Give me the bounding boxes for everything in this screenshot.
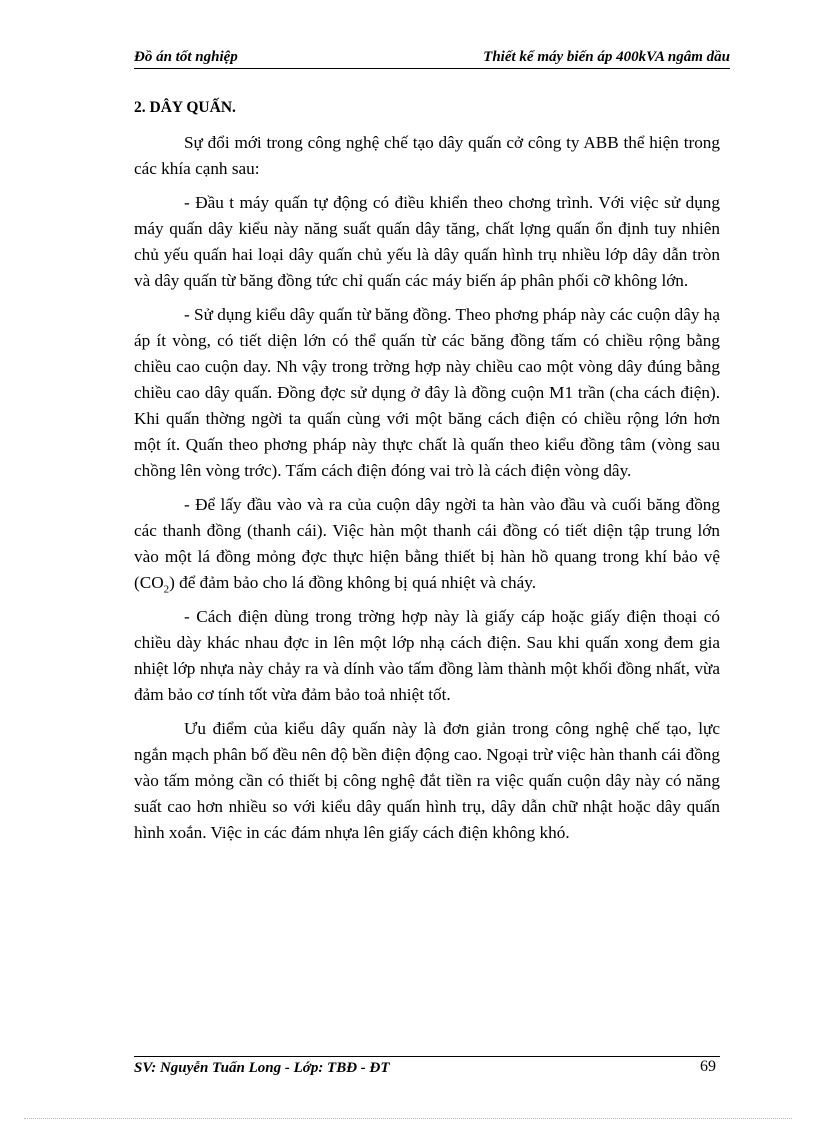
page-header [134,46,730,69]
section-heading: 2. DÂY QUẤN. [134,99,236,116]
paragraph-leads-tail: ) để đảm bảo cho lá đồng không bị quá nhiệt và cháy. [169,573,536,592]
paragraph-copper-strip: - Sử dụng kiểu dây quấn từ băng đồng. Theo phơng pháp này các cuộn dây hạ áp ít vòng, có tiết diện lớn có thể quấn từ các băng đồng tấm có chiều rộng bằng chiều cao cuộn day. Nh vậy trong trờng hợp này chiều cao một vòng dây đúng bằng chiều cao dây quấn. Đồng đợc sử dụng ở đây là đồng cuộn M1 trần (cha cách điện). Khi quấn thờng ngời ta quấn cùng với một băng cách điện có chiều rộng lớn hơn một ít. Quấn theo phơng pháp này thực chất là quấn theo kiểu đồng tâm (vòng sau chồng lên vòng trớc). Tấm cách điện đóng vai trò là cách điện vòng dây. [134,305,720,480]
paragraph-insulation: - Cách điện dùng trong trờng hợp này là giấy cáp hoặc giấy điện thoại có chiều dày khác nhau đợc in lên một lớp nhạ cách điện. Sau khi quấn xong đem gia nhiệt lớp nhựa này chảy ra và dính vào tấm đồng làm thành một khối đồng nhất, vừa đảm bảo cơ tính tốt vừa đảm bảo toả nhiệt tốt. [134,607,720,704]
paragraph-advantages: Ưu điểm của kiểu dây quấn này là đơn giản trong công nghệ chế tạo, lực ngắn mạch phân bố đều nên độ bền điện động cao. Ngoại trừ việc hàn thanh cái đồng vào tấm mỏng cần có thiết bị công nghệ đắt tiền ra việc quấn cuộn dây này có năng suất cao hơn nhiều so với kiểu dây quấn hình trụ, dây dẫn chữ nhật hoặc dây quấn hình xoắn. Việc in các đám nhựa lên giấy cách điện không khó. [134,719,720,842]
co2-subscript: 2 [163,583,170,596]
header-left-title: Đồ án tốt nghiệp [134,49,238,65]
page-bottom-divider [24,1118,792,1119]
paragraph-automatic-winding: - Đầu t máy quấn tự động có điều khiển theo chơng trình. Với việc sử dụng máy quấn dây kiểu này năng suất quấn dây tăng, chất lợng quấn ổn định tuy nhiên chủ yếu quấn hai loại dây quấn chủ yếu là dây quấn hình trụ nhiều lớp dây dẫn tròn và dây quấn từ băng đồng tức chỉ quấn các máy biến áp phân phối cỡ không lớn. [134,193,720,290]
paragraph-intro: Sự đổi mới trong công nghệ chế tạo dây quấn cở công ty ABB thể hiện trong các khía cạnh sau: [134,133,720,178]
page-number: 69 [700,1058,716,1075]
paragraph-leads-welding [134,492,720,596]
footer-student-info: SV: Nguyễn Tuấn Long - Lớp: TBĐ - ĐT [134,1060,390,1076]
page-footer [134,1056,720,1079]
paragraph-leads-text: - Để lấy đầu vào và ra của cuộn dây ngời ta hàn vào đầu và cuối băng đồng các thanh đồng (thanh cái). Việc hàn một thanh cái đồng có tiết diện tập trung lớn vào một lá đồng mỏng đợc thực hiện bằng thiết bị hàn hồ quang trong khí bảo vệ (CO [134,495,720,592]
header-right-title: Thiết kế máy biến áp 400kVA ngâm dầu [483,49,730,65]
page-content [134,96,720,854]
